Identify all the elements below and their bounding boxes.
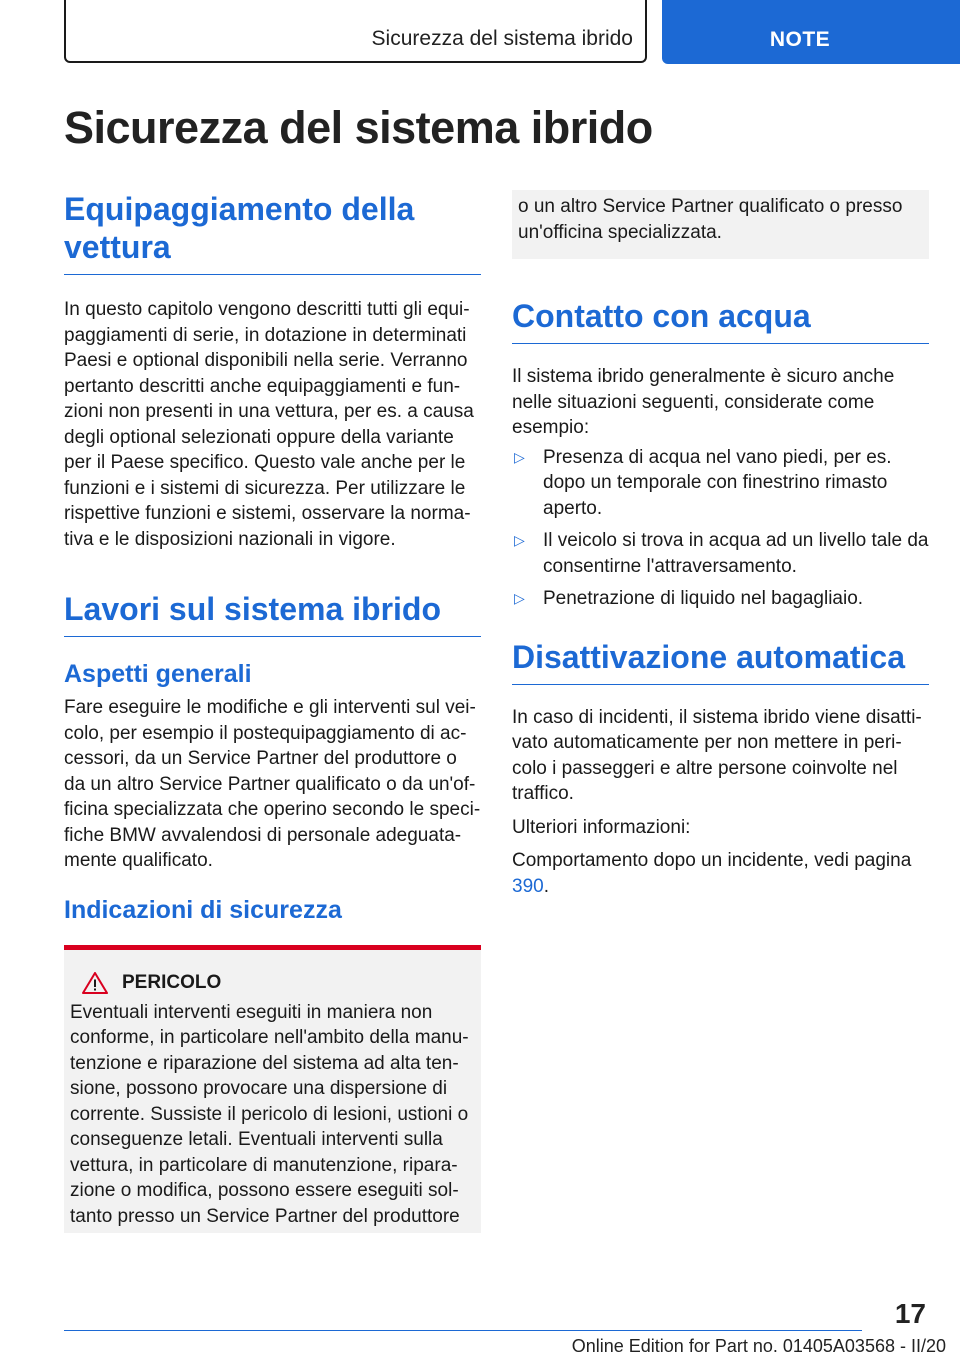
triangle-bullet-icon: ▷	[514, 448, 525, 465]
danger-box	[64, 945, 481, 1234]
warning-triangle-icon	[82, 972, 108, 994]
equipment-heading: Equipaggiamento della vettura	[64, 190, 481, 275]
water-intro-text: Il sistema ibrido generalmente è sicuro anche nelle situazioni seguenti, considerate come esempio:	[512, 366, 895, 438]
danger-continuation-text: o un altro Service Partner qualificato o presso un'officina specializzata.	[518, 196, 903, 243]
auto-deactivation-text: In caso di incidenti, il sistema ibrido viene disattivato automaticamente per non mettere in pericolo i passeggeri e altre persone coinvolte nel traffico.	[512, 706, 922, 804]
behavior-text-end: .	[543, 875, 549, 897]
general-heading: Aspetti generali	[64, 660, 252, 688]
auto-deactivation-heading: Disattivazione automatica	[512, 638, 929, 685]
danger-header	[70, 972, 471, 994]
tab-note-label: NOTE	[769, 28, 831, 51]
danger-text: Eventuali interventi eseguiti in maniera non conforme, in particolare nell'ambito della manutenzione e riparazione del sistema ad alta tensione, possono provocare una dispersione di corrente. Sussiste il pericolo di lesioni, ustioni o conseguenze letali. Eventuali interventi sulla vettura, in particolare di manutenzione, riparazione o modifica, possono essere eseguiti soltanto presso un Service Partner del produttore	[70, 1001, 469, 1227]
safety-heading: Indicazioni di sicurezza	[64, 895, 342, 924]
right-column	[512, 190, 929, 899]
behavior-text	[512, 848, 929, 899]
works-heading: Lavori sul sistema ibrido	[64, 590, 481, 637]
left-column	[64, 190, 481, 1233]
water-contact-heading: Contatto con acqua	[512, 297, 929, 344]
list-item	[512, 586, 929, 612]
footer-divider	[64, 1330, 862, 1331]
page-link-390[interactable]: 390	[512, 875, 544, 897]
tab-note[interactable]	[662, 0, 960, 64]
danger-label: PERICOLO	[122, 971, 222, 993]
footer-edition: Online Edition for Part no. 01405A03568 - II/20	[571, 1336, 946, 1356]
list-item-text: Penetrazione di liquido nel bagagliaio.	[543, 588, 864, 609]
list-item	[512, 445, 929, 522]
list-item	[512, 528, 929, 579]
page-title: Sicurezza del sistema ibrido	[64, 102, 653, 153]
equipment-text: In questo capitolo vengono descritti tutti gli equipaggiamenti di serie, in dotazione in determinati Paesi e optional disponibili nella serie. Verranno pertanto descritti anche equipaggiamenti e funzioni non presenti in una vettura, per es. a causa degli optional selezionati oppure della variante per il Paese specifico. Questo vale anche per le funzioni e i sistemi di sicurezza. Per utilizzare le rispettive funzioni e sistemi, osservare la normativa e le disposizioni nazionali in vigore.	[64, 299, 474, 550]
triangle-bullet-icon: ▷	[514, 590, 525, 606]
list-item-text: Il veicolo si trova in acqua ad un livello tale da consentirne l'attraversamento.	[543, 530, 929, 577]
triangle-bullet-icon: ▷	[514, 532, 525, 548]
water-list	[512, 445, 929, 612]
header-section-title: Sicurezza del sistema ibrido	[371, 27, 633, 50]
general-text: Fare eseguire le modifiche e gli interventi sul veicolo, per esempio il postequipaggiamento di accessori, da un Service Partner del produttore o da un altro Service Partner qualificato o da un'officina specializzata che operino secondo le specifiche BMW avvalendosi di personale adeguatamente qualificato.	[64, 697, 481, 871]
behavior-text-body: Comportamento dopo un incidente, vedi pagina	[512, 850, 912, 871]
page-number: 17	[894, 1298, 926, 1329]
list-item-text: Presenza di acqua nel vano piedi, per es. dopo un temporale con finestrino rimasto aperto.	[543, 446, 892, 519]
more-info-text: Ulteriori informazioni:	[512, 816, 691, 838]
header-section-box	[64, 0, 647, 63]
danger-box-continuation	[512, 190, 929, 259]
